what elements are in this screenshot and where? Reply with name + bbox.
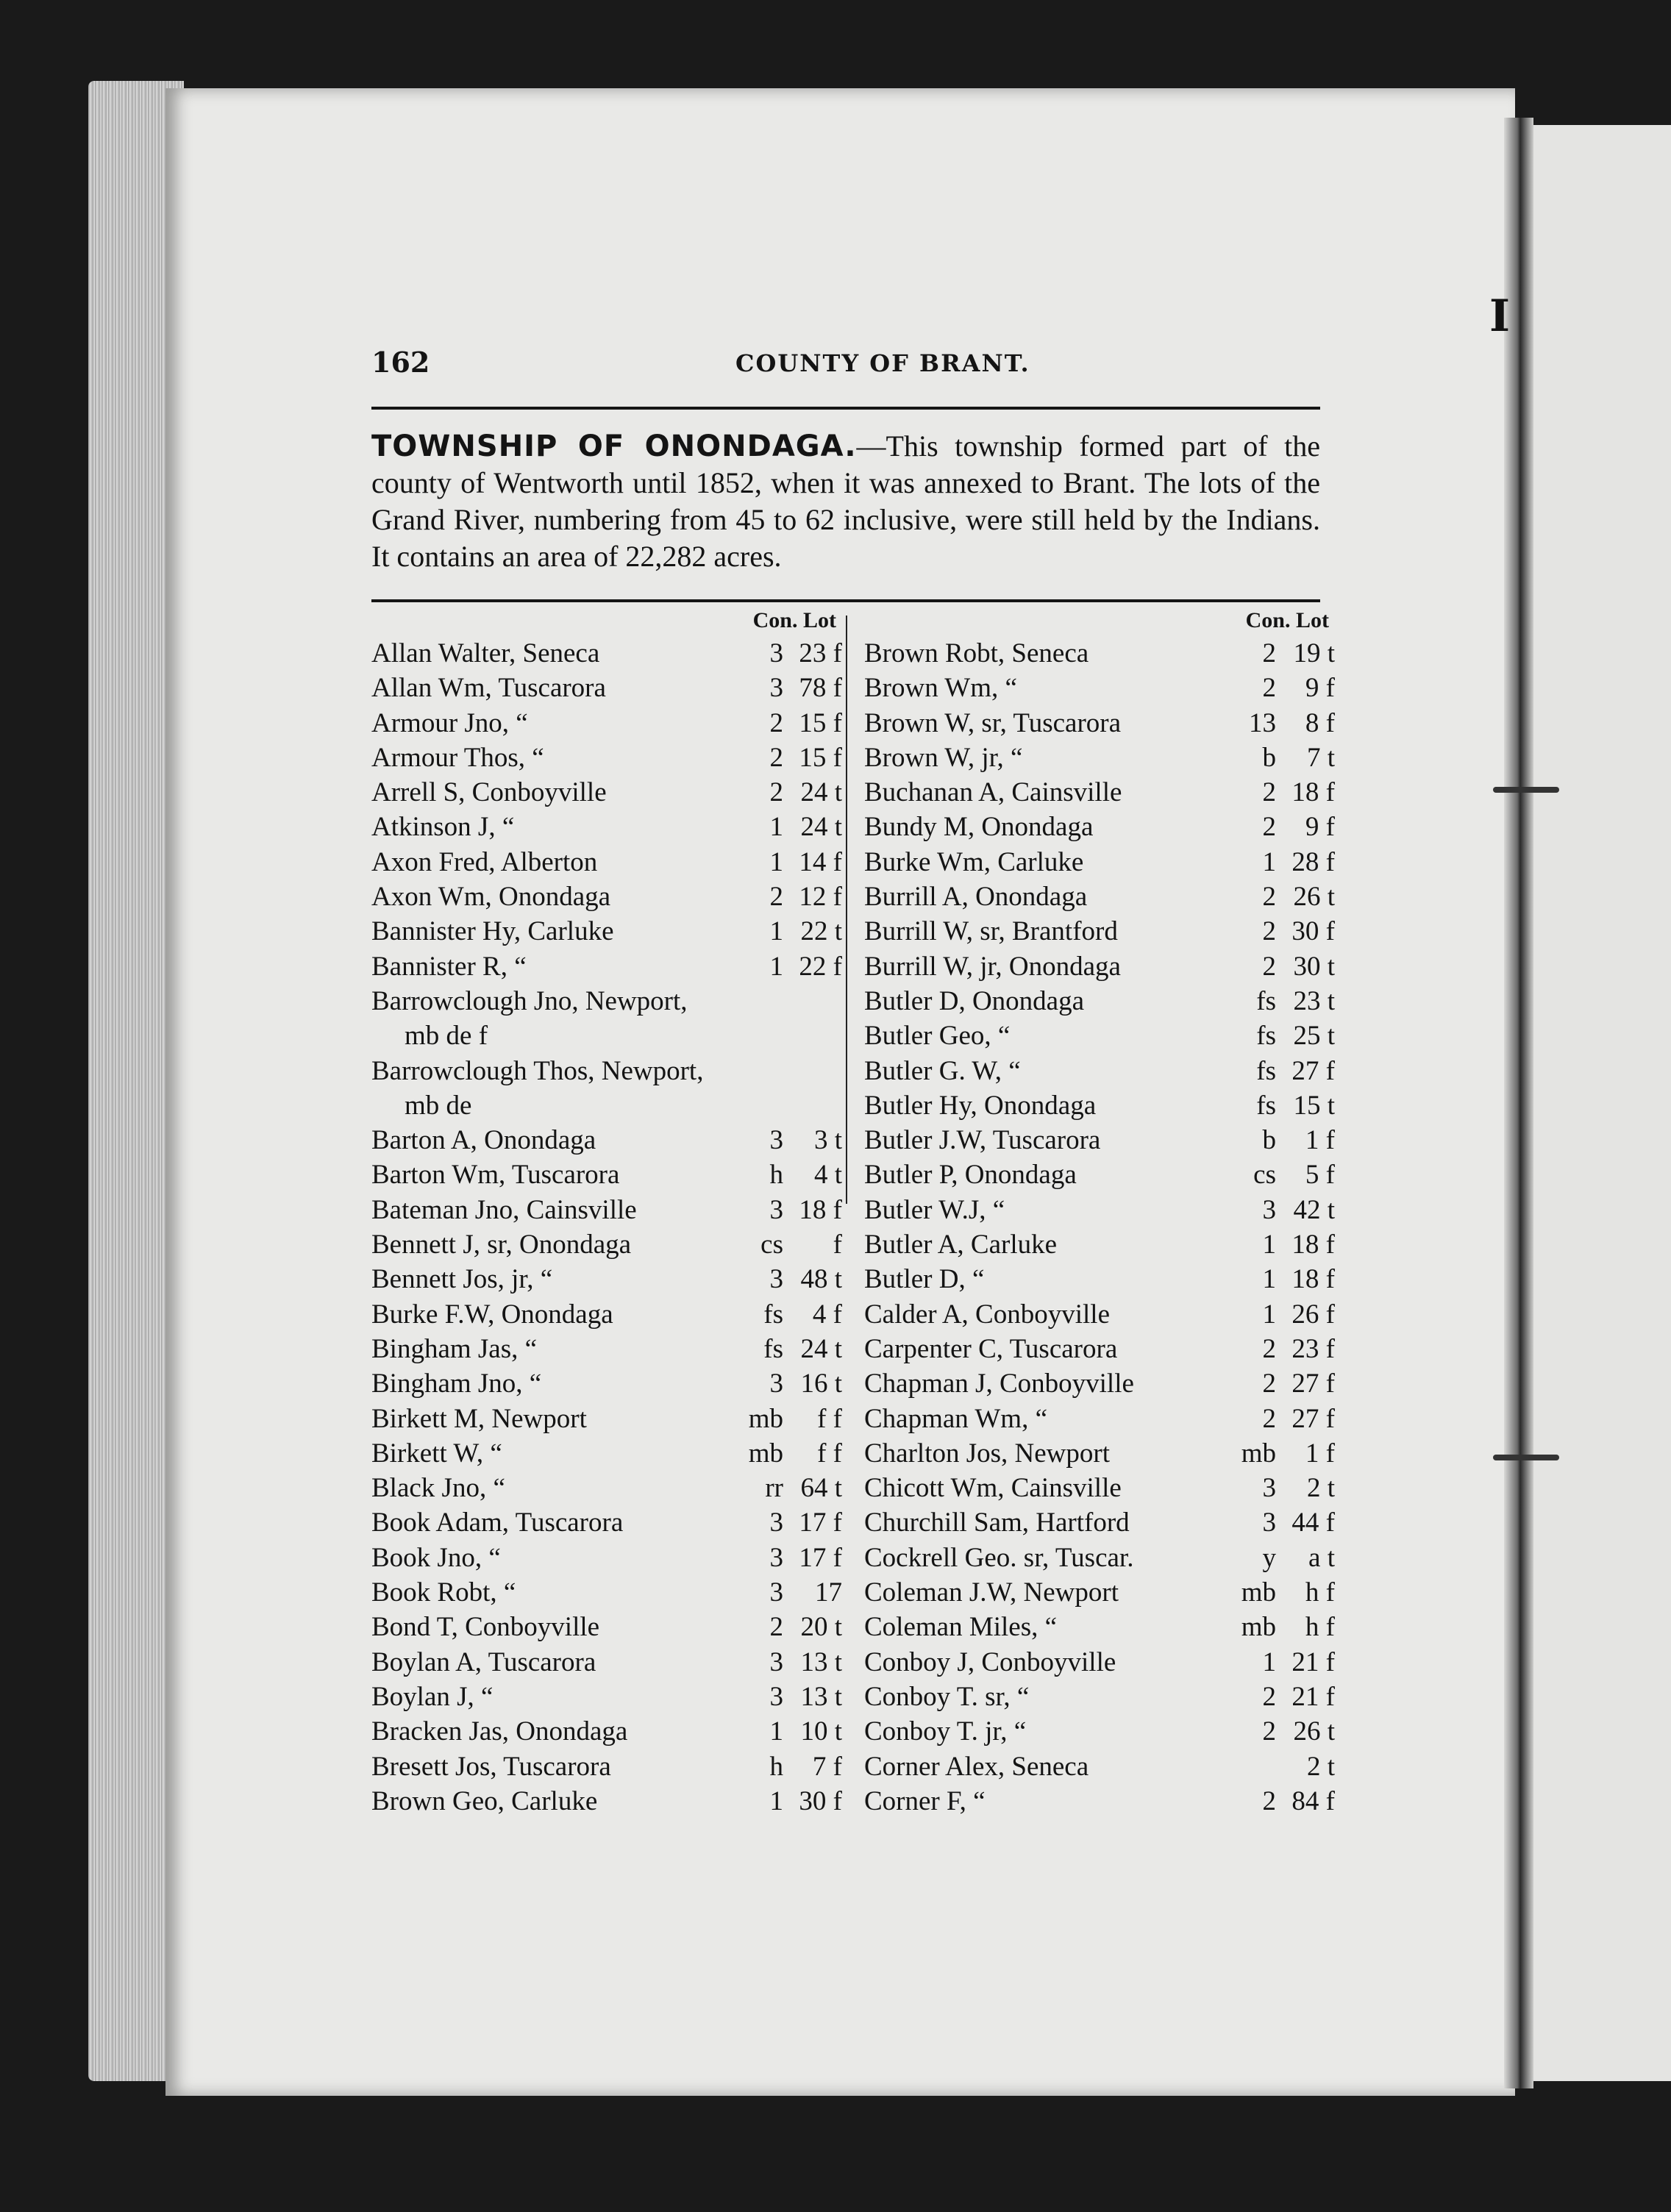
entry-name: Cockrell Geo. sr, Tuscar. bbox=[864, 1542, 1134, 1573]
entry-name: Barrowclough Thos, Newport, bbox=[371, 1055, 704, 1086]
entry-concession: 2 bbox=[1262, 1333, 1276, 1364]
entry-lot: 3 t bbox=[813, 1125, 842, 1156]
entry-name: Barrowclough Jno, Newport, bbox=[371, 985, 688, 1016]
directory-entry bbox=[371, 810, 842, 844]
entry-lot: 17 f bbox=[799, 1542, 842, 1573]
entry-lot: 13 t bbox=[800, 1681, 842, 1712]
entry-lot: 27 f bbox=[1291, 1403, 1335, 1434]
entry-name: Conboy J, Conboyville bbox=[864, 1646, 1116, 1677]
entry-lot: 18 f bbox=[1291, 777, 1335, 808]
entry-concession: cs bbox=[1253, 1160, 1276, 1191]
directory-entry bbox=[864, 810, 1335, 844]
entry-concession: fs bbox=[1256, 1021, 1276, 1052]
entry-lot: 42 t bbox=[1293, 1194, 1335, 1225]
entry-name: Bingham Jas, “ bbox=[371, 1333, 538, 1364]
entry-lot: 2 t bbox=[1306, 1751, 1335, 1782]
entry-name: Carpenter C, Tuscarora bbox=[864, 1333, 1118, 1364]
entry-lot: 9 f bbox=[1305, 673, 1335, 704]
directory-entry bbox=[371, 1193, 842, 1227]
entry-concession: 3 bbox=[769, 1646, 783, 1677]
directory-entry bbox=[371, 1123, 842, 1157]
directory-entry bbox=[371, 636, 842, 671]
directory-entry bbox=[864, 1366, 1335, 1401]
page-header bbox=[371, 342, 1320, 386]
entry-lot: 17 bbox=[815, 1577, 842, 1608]
directory-entry bbox=[864, 880, 1335, 914]
directory-entry bbox=[864, 1054, 1335, 1088]
entry-name: Butler W.J, “ bbox=[864, 1194, 1005, 1225]
entry-lot: 1 f bbox=[1305, 1438, 1335, 1469]
entry-concession: 3 bbox=[769, 1264, 783, 1295]
entry-lot: f f bbox=[817, 1403, 842, 1434]
entry-name: Brown Geo, Carluke bbox=[371, 1785, 598, 1816]
entry-concession: fs bbox=[763, 1333, 783, 1364]
entry-concession: 2 bbox=[1262, 638, 1276, 668]
entry-concession: 13 bbox=[1249, 707, 1276, 738]
entry-concession: 1 bbox=[1262, 1646, 1276, 1677]
entry-name: Burrill W, sr, Brantford bbox=[864, 916, 1118, 947]
directory-entry bbox=[864, 1088, 1335, 1123]
entry-concession: 2 bbox=[1262, 1785, 1276, 1816]
entry-lot: f f bbox=[817, 1438, 842, 1469]
directory-entry bbox=[864, 671, 1335, 705]
entry-lot: 14 f bbox=[799, 846, 842, 877]
directory-entry bbox=[864, 1123, 1335, 1157]
entry-lot: 22 t bbox=[800, 916, 842, 947]
directory-entry bbox=[371, 914, 842, 949]
entry-concession: 3 bbox=[769, 673, 783, 704]
entry-concession: 2 bbox=[1262, 1681, 1276, 1712]
directory-entry bbox=[371, 1610, 842, 1644]
entry-name: Chapman J, Conboyville bbox=[864, 1369, 1134, 1399]
entry-concession: 1 bbox=[1262, 1230, 1276, 1260]
entry-concession: 3 bbox=[769, 1542, 783, 1573]
column-header: Con. Lot bbox=[1245, 608, 1329, 632]
entry-name: Bennett J, sr, Onondaga bbox=[371, 1230, 632, 1260]
entry-concession: 2 bbox=[769, 707, 783, 738]
entry-lot: 30 f bbox=[1291, 916, 1335, 947]
entry-name: Axon Wm, Onondaga bbox=[371, 882, 611, 913]
directory-entry bbox=[371, 1471, 842, 1505]
directory-entry bbox=[864, 1193, 1335, 1227]
directory-entry bbox=[371, 845, 842, 880]
header-rule bbox=[371, 407, 1320, 410]
entry-concession: cs bbox=[760, 1230, 783, 1260]
entry-lot: 21 f bbox=[1291, 1646, 1335, 1677]
entry-concession: mb bbox=[1241, 1577, 1276, 1608]
directory-entry bbox=[371, 1784, 842, 1819]
entry-lot: 2 t bbox=[1306, 1473, 1335, 1504]
intro-text: —This township formed part of the county of Wentworth until 1852, when it was annexed to Brant. The lots of the Grand River, numbering from 45 to 62 inclusive, were still held by the Indians. It contains an area of 22,282 acres. bbox=[371, 429, 1320, 573]
entry-name: Churchill Sam, Hartford bbox=[864, 1508, 1130, 1538]
right-column bbox=[864, 608, 1335, 1819]
entry-concession: 3 bbox=[769, 1508, 783, 1538]
entry-concession: 2 bbox=[1262, 812, 1276, 843]
directory-entry bbox=[371, 1088, 842, 1123]
directory-entry bbox=[371, 1366, 842, 1401]
entry-lot: 7 f bbox=[812, 1751, 842, 1782]
entry-name: Armour Jno, “ bbox=[371, 707, 528, 738]
directory-entry bbox=[864, 1436, 1335, 1471]
entry-name: Armour Thos, “ bbox=[371, 742, 544, 773]
entry-concession: 2 bbox=[769, 742, 783, 773]
entry-lot: 23 f bbox=[1291, 1333, 1335, 1364]
entry-lot: f bbox=[833, 1230, 842, 1260]
entry-concession: 2 bbox=[1262, 1403, 1276, 1434]
entry-concession: 1 bbox=[769, 1716, 783, 1747]
entry-concession: 3 bbox=[1262, 1508, 1276, 1538]
entry-concession: 2 bbox=[769, 882, 783, 913]
directory-entry bbox=[371, 741, 842, 775]
entry-concession: 2 bbox=[1262, 1369, 1276, 1399]
entry-lot: 18 f bbox=[1291, 1230, 1335, 1260]
entry-lot: 84 f bbox=[1291, 1785, 1335, 1816]
directory-entry bbox=[371, 1227, 842, 1262]
directory-entry bbox=[864, 949, 1335, 984]
entry-lot: 20 t bbox=[800, 1612, 842, 1643]
entry-lot: 9 f bbox=[1305, 812, 1335, 843]
entry-name: Brown W, jr, “ bbox=[864, 742, 1023, 773]
directory-entry bbox=[371, 1157, 842, 1192]
entry-lot: 4 f bbox=[812, 1299, 842, 1330]
directory-entry bbox=[371, 1541, 842, 1575]
entry-name: Bannister R, “ bbox=[371, 951, 527, 982]
directory-entry bbox=[371, 880, 842, 914]
entry-name: Book Robt, “ bbox=[371, 1577, 516, 1608]
entry-name: Bennett Jos, jr, “ bbox=[371, 1264, 553, 1295]
entry-concession: 3 bbox=[1262, 1194, 1276, 1225]
directory-entry bbox=[864, 1714, 1335, 1749]
running-title: COUNTY OF BRANT. bbox=[735, 349, 1030, 377]
directory-entry bbox=[371, 1645, 842, 1680]
entry-concession: 3 bbox=[769, 1369, 783, 1399]
directory-entry bbox=[864, 741, 1335, 775]
entry-name: Boylan A, Tuscarora bbox=[371, 1646, 596, 1677]
entry-name: Burke Wm, Carluke bbox=[864, 846, 1084, 877]
entry-name: Burrill W, jr, Onondaga bbox=[864, 951, 1121, 982]
intro-paragraph bbox=[371, 428, 1320, 575]
entry-name: Brown W, sr, Tuscarora bbox=[864, 707, 1122, 738]
entry-name: Boylan J, “ bbox=[371, 1681, 494, 1712]
column-divider bbox=[846, 616, 847, 1204]
directory-entry bbox=[864, 706, 1335, 741]
entry-lot: 24 t bbox=[800, 1333, 842, 1364]
directory-entry bbox=[371, 1262, 842, 1296]
directory-columns bbox=[371, 608, 1335, 1816]
entry-name: Black Jno, “ bbox=[371, 1473, 505, 1504]
entry-concession: 3 bbox=[769, 1125, 783, 1156]
entry-concession: 1 bbox=[769, 812, 783, 843]
entry-name: Chapman Wm, “ bbox=[864, 1403, 1048, 1434]
entry-name: Atkinson J, “ bbox=[371, 812, 515, 843]
entry-lot: h f bbox=[1305, 1577, 1335, 1608]
directory-entry bbox=[864, 1505, 1335, 1540]
directory-entry bbox=[864, 914, 1335, 949]
entry-concession: b bbox=[1262, 1125, 1276, 1156]
entry-lot: 19 t bbox=[1293, 638, 1335, 668]
entry-lot: 16 t bbox=[800, 1369, 842, 1399]
directory-entry bbox=[864, 1402, 1335, 1436]
entry-lot: 21 f bbox=[1291, 1681, 1335, 1712]
entry-name: Axon Fred, Alberton bbox=[371, 846, 598, 877]
entry-concession: h bbox=[769, 1751, 783, 1782]
directory-entry bbox=[371, 775, 842, 810]
column-header: Con. Lot bbox=[752, 608, 836, 632]
entry-concession: mb bbox=[748, 1438, 783, 1469]
entry-lot: 30 f bbox=[799, 1785, 842, 1816]
entry-concession: 2 bbox=[1262, 916, 1276, 947]
directory-entry bbox=[371, 1575, 842, 1610]
entry-lot: 22 f bbox=[799, 951, 842, 982]
book-gutter bbox=[1504, 118, 1533, 2088]
section-heading: TOWNSHIP OF ONONDAGA. bbox=[371, 429, 857, 463]
directory-entry bbox=[371, 1018, 842, 1053]
directory-entry bbox=[864, 1575, 1335, 1610]
entry-concession: 2 bbox=[769, 777, 783, 808]
entry-lot: 27 f bbox=[1291, 1055, 1335, 1086]
entry-name: Bond T, Conboyville bbox=[371, 1612, 600, 1643]
directory-entry bbox=[371, 949, 842, 984]
directory-entry bbox=[371, 1054, 842, 1088]
entry-concession: b bbox=[1262, 742, 1276, 773]
entry-name: Birkett W, “ bbox=[371, 1438, 502, 1469]
entry-concession: 3 bbox=[1262, 1473, 1276, 1504]
entry-name: Birkett M, Newport bbox=[371, 1403, 587, 1434]
directory-entry bbox=[864, 984, 1335, 1018]
entry-lot: 26 t bbox=[1293, 1716, 1335, 1747]
entry-name: Burrill A, Onondaga bbox=[864, 882, 1088, 913]
directory-entry bbox=[371, 706, 842, 741]
directory-entry bbox=[371, 671, 842, 705]
entry-concession: 2 bbox=[1262, 777, 1276, 808]
entry-lot: 28 f bbox=[1291, 846, 1335, 877]
entry-name: Bingham Jno, “ bbox=[371, 1369, 542, 1399]
entry-concession: fs bbox=[763, 1299, 783, 1330]
entry-concession: 1 bbox=[769, 1785, 783, 1816]
entry-concession: mb bbox=[1241, 1612, 1276, 1643]
directory-entry bbox=[864, 636, 1335, 671]
entry-name: Butler J.W, Tuscarora bbox=[864, 1125, 1101, 1156]
entry-concession: 1 bbox=[769, 916, 783, 947]
entry-name: Allan Wm, Tuscarora bbox=[371, 673, 606, 704]
entry-concession: h bbox=[769, 1160, 783, 1191]
entry-lot: 13 t bbox=[800, 1646, 842, 1677]
entry-name: Butler Geo, “ bbox=[864, 1021, 1011, 1052]
entry-lot: 7 t bbox=[1306, 742, 1335, 773]
entry-lot: 24 t bbox=[800, 777, 842, 808]
directory-entry bbox=[864, 1541, 1335, 1575]
entry-lot: 26 t bbox=[1293, 882, 1335, 913]
entry-lot: 78 f bbox=[799, 673, 842, 704]
entry-lot: 17 f bbox=[799, 1508, 842, 1538]
entry-lot: h f bbox=[1305, 1612, 1335, 1643]
entry-lot: 44 f bbox=[1291, 1508, 1335, 1538]
directory-entry bbox=[864, 1018, 1335, 1053]
directory-entry bbox=[864, 775, 1335, 810]
entry-lot: 1 f bbox=[1305, 1125, 1335, 1156]
entry-concession: 3 bbox=[769, 1681, 783, 1712]
entry-name: Bateman Jno, Cainsville bbox=[371, 1194, 637, 1225]
directory-entry bbox=[864, 1645, 1335, 1680]
entry-name: Butler G. W, “ bbox=[864, 1055, 1021, 1086]
entry-lot: 25 t bbox=[1293, 1021, 1335, 1052]
entry-name: Butler D, “ bbox=[864, 1264, 985, 1295]
entry-lot: 18 f bbox=[799, 1194, 842, 1225]
entry-name: Bracken Jas, Onondaga bbox=[371, 1716, 628, 1747]
entry-name: Conboy T. sr, “ bbox=[864, 1681, 1030, 1712]
entry-name: Allan Walter, Seneca bbox=[371, 638, 600, 668]
entry-concession: 1 bbox=[1262, 1264, 1276, 1295]
entry-concession: y bbox=[1262, 1542, 1276, 1573]
entry-lot: 26 f bbox=[1291, 1299, 1335, 1330]
entry-name: Bundy M, Onondaga bbox=[864, 812, 1094, 843]
thumb-tab-mark: I bbox=[1489, 290, 1511, 342]
entry-name: Buchanan A, Cainsville bbox=[864, 777, 1122, 808]
entry-lot: 10 t bbox=[800, 1716, 842, 1747]
entry-name: Barton A, Onondaga bbox=[371, 1125, 596, 1156]
entry-concession: fs bbox=[1256, 985, 1276, 1016]
entry-name: mb de f bbox=[405, 1021, 488, 1052]
entry-name: Barton Wm, Tuscarora bbox=[371, 1160, 620, 1191]
directory-entry bbox=[864, 1471, 1335, 1505]
entry-lot: 15 f bbox=[799, 707, 842, 738]
entry-name: Butler P, Onondaga bbox=[864, 1160, 1077, 1191]
entry-concession: rr bbox=[765, 1473, 783, 1504]
directory-entry bbox=[371, 1297, 842, 1332]
entry-name: Brown Robt, Seneca bbox=[864, 638, 1089, 668]
entry-name: Book Jno, “ bbox=[371, 1542, 501, 1573]
facing-page-edge bbox=[1533, 125, 1671, 2081]
entry-concession: mb bbox=[748, 1403, 783, 1434]
directory-entry bbox=[864, 1680, 1335, 1714]
page-content bbox=[371, 342, 1335, 1816]
entry-lot: 23 f bbox=[799, 638, 842, 668]
directory-entry bbox=[371, 1749, 842, 1784]
entry-concession: 2 bbox=[1262, 673, 1276, 704]
entry-lot: 4 t bbox=[813, 1160, 842, 1191]
directory-entry bbox=[371, 1332, 842, 1366]
binding-stitch bbox=[1493, 787, 1559, 793]
entry-lot: 24 t bbox=[800, 812, 842, 843]
entry-concession: fs bbox=[1256, 1090, 1276, 1121]
directory-entry bbox=[864, 1749, 1335, 1784]
entry-lot: 30 t bbox=[1293, 951, 1335, 982]
entry-lot: 23 t bbox=[1293, 985, 1335, 1016]
entry-lot: 18 f bbox=[1291, 1264, 1335, 1295]
entry-name: Book Adam, Tuscarora bbox=[371, 1508, 624, 1538]
entry-concession: 1 bbox=[769, 846, 783, 877]
entry-name: Burke F.W, Onondaga bbox=[371, 1299, 613, 1330]
entry-concession: 3 bbox=[769, 1194, 783, 1225]
directory-entry bbox=[864, 1610, 1335, 1644]
entry-lot: 5 f bbox=[1305, 1160, 1335, 1191]
directory-entry bbox=[371, 1680, 842, 1714]
entry-lot: 64 t bbox=[800, 1473, 842, 1504]
entry-name: Calder A, Conboyville bbox=[864, 1299, 1110, 1330]
entry-name: Arrell S, Conboyville bbox=[371, 777, 607, 808]
entry-lot: 12 f bbox=[799, 882, 842, 913]
directory-entry bbox=[864, 1784, 1335, 1819]
directory-entry bbox=[371, 1436, 842, 1471]
entry-name: Chicott Wm, Cainsville bbox=[864, 1473, 1122, 1504]
entry-name: Conboy T. jr, “ bbox=[864, 1716, 1027, 1747]
entry-lot: 15 f bbox=[799, 742, 842, 773]
page-number: 162 bbox=[371, 346, 430, 379]
entry-name: mb de bbox=[405, 1090, 472, 1121]
entry-concession: 2 bbox=[769, 1612, 783, 1643]
entry-lot: a t bbox=[1308, 1542, 1335, 1573]
entry-concession: 3 bbox=[769, 638, 783, 668]
entry-name: Bresett Jos, Tuscarora bbox=[371, 1751, 611, 1782]
entry-concession: 3 bbox=[769, 1577, 783, 1608]
directory-entry bbox=[864, 1227, 1335, 1262]
entry-name: Corner Alex, Seneca bbox=[864, 1751, 1089, 1782]
entry-name: Corner F, “ bbox=[864, 1785, 986, 1816]
entry-name: Butler D, Onondaga bbox=[864, 985, 1085, 1016]
directory-entry bbox=[371, 1714, 842, 1749]
binding-stitch bbox=[1493, 1455, 1559, 1460]
section-rule bbox=[371, 599, 1320, 602]
entry-name: Butler A, Carluke bbox=[864, 1230, 1058, 1260]
entry-lot: 8 f bbox=[1305, 707, 1335, 738]
entry-concession: 1 bbox=[1262, 846, 1276, 877]
entry-name: Brown Wm, “ bbox=[864, 673, 1017, 704]
entry-name: Charlton Jos, Newport bbox=[864, 1438, 1110, 1469]
entry-concession: 2 bbox=[1262, 1716, 1276, 1747]
entry-name: Coleman J.W, Newport bbox=[864, 1577, 1119, 1608]
directory-entry bbox=[371, 1505, 842, 1540]
entry-concession: 2 bbox=[1262, 951, 1276, 982]
entry-lot: 15 t bbox=[1293, 1090, 1335, 1121]
entry-name: Butler Hy, Onondaga bbox=[864, 1090, 1097, 1121]
directory-entry bbox=[864, 1297, 1335, 1332]
directory-entry bbox=[371, 1402, 842, 1436]
entry-concession: mb bbox=[1241, 1438, 1276, 1469]
entry-lot: 27 f bbox=[1291, 1369, 1335, 1399]
entry-concession: 2 bbox=[1262, 882, 1276, 913]
directory-entry bbox=[371, 984, 842, 1018]
directory-entry bbox=[864, 845, 1335, 880]
directory-entry bbox=[864, 1332, 1335, 1366]
directory-entry bbox=[864, 1157, 1335, 1192]
entry-concession: 1 bbox=[769, 951, 783, 982]
entry-concession: fs bbox=[1256, 1055, 1276, 1086]
entry-name: Bannister Hy, Carluke bbox=[371, 916, 614, 947]
entry-name: Coleman Miles, “ bbox=[864, 1612, 1058, 1643]
left-column bbox=[371, 608, 842, 1819]
entry-lot: 48 t bbox=[800, 1264, 842, 1295]
entry-concession: 1 bbox=[1262, 1299, 1276, 1330]
directory-entry bbox=[864, 1262, 1335, 1296]
